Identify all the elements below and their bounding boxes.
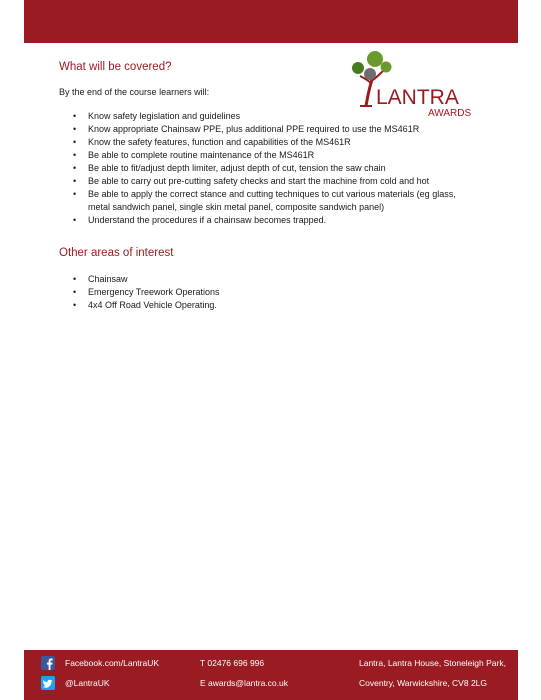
other-list <box>59 273 479 312</box>
bullet-icon: • <box>73 137 77 147</box>
section-title-covered: What will be covered? <box>59 61 172 73</box>
bullet-icon: • <box>73 189 77 199</box>
logo-sub: AWARDS <box>428 108 472 119</box>
bullet-icon: • <box>73 215 77 225</box>
bullet-icon: • <box>73 163 77 173</box>
facebook-link[interactable]: Facebook.com/LantraUK <box>65 658 160 668</box>
bullet-icon: • <box>73 176 77 186</box>
bullet-icon: • <box>73 287 77 297</box>
facebook-icon[interactable] <box>41 656 55 670</box>
bullet-icon: • <box>73 111 77 121</box>
footer-bar <box>24 650 518 700</box>
list-item: • Understand the procedures if a chainsaw becomes trapped. <box>73 215 327 225</box>
bullet-icon: • <box>73 274 77 284</box>
intro-text: By the end of the course learners will: <box>59 87 210 97</box>
list-item: • Be able to fit/adjust depth limiter, adjust depth of cut, tension the saw chain <box>73 163 386 173</box>
twitter-link[interactable]: @LantraUK <box>65 678 110 688</box>
covered-list <box>59 110 479 227</box>
address-line-1: Lantra, Lantra House, Stoneleigh Park, <box>359 658 506 668</box>
logo-brand: LANTRA <box>376 86 459 109</box>
list-item: • Be able to complete routine maintenance of the MS461R <box>73 150 315 160</box>
list-item: • Know appropriate Chainsaw PPE, plus additional PPE required to use the MS461R <box>73 124 420 134</box>
phone-number: T 02476 696 996 <box>200 658 265 668</box>
header-bar <box>24 0 518 43</box>
list-item: • Be able to apply the correct stance and cutting techniques to cut various materials (eg glass, metal sandwich panel, single skin metal panel, composite sandwich panel) <box>73 189 456 212</box>
list-item: • Be able to carry out pre-cutting safety checks and start the machine from cold and hot <box>73 176 430 186</box>
bullet-icon: • <box>73 150 77 160</box>
twitter-icon[interactable] <box>41 676 55 690</box>
list-item: • 4x4 Off Road Vehicle Operating. <box>73 300 217 310</box>
bullet-icon: • <box>73 124 77 134</box>
email-address[interactable]: E awards@lantra.co.uk <box>200 678 289 688</box>
address-line-2: Coventry, Warwickshire, CV8 2LG <box>359 678 488 688</box>
section-title-other: Other areas of interest <box>59 247 174 259</box>
list-item: • Know the safety features, function and capabilities of the MS461R <box>73 137 351 147</box>
list-item: • Know safety legislation and guidelines <box>73 111 241 121</box>
list-item: • Chainsaw <box>73 274 128 284</box>
list-item: • Emergency Treework Operations <box>73 287 220 297</box>
bullet-icon: • <box>73 300 77 310</box>
